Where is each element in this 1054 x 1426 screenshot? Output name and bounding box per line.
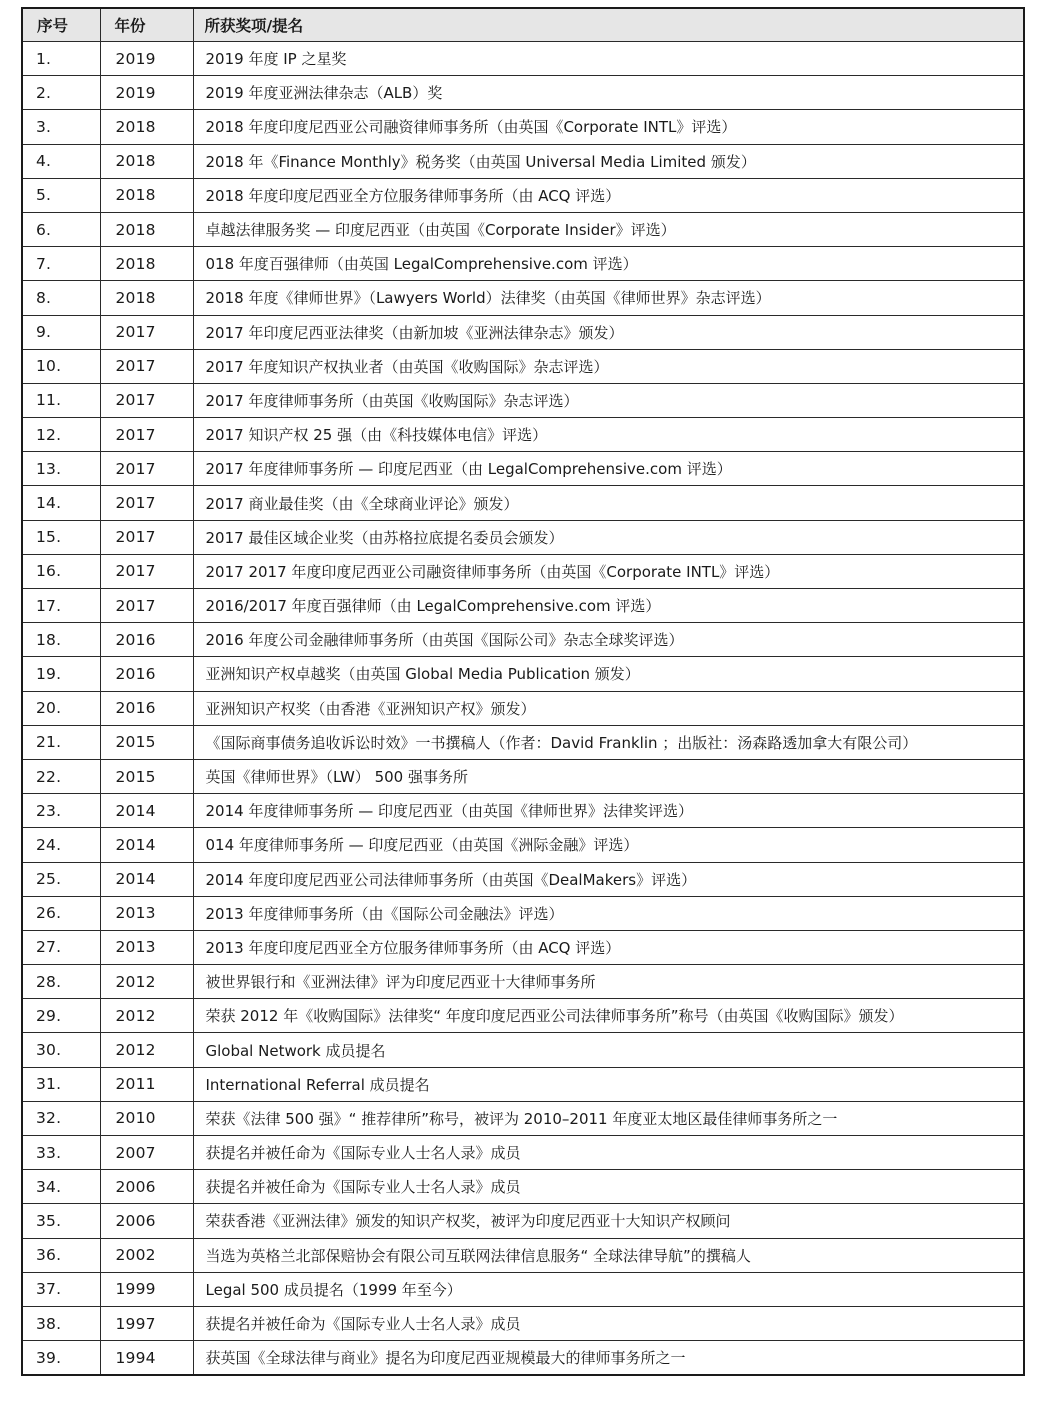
row-number-cell: 19. <box>22 657 100 691</box>
row-award-cell: International Referral 成员提名 <box>193 1067 1024 1101</box>
table-row <box>22 759 1024 793</box>
table-row <box>22 1306 1024 1340</box>
row-award-cell: 2017 2017 年度印度尼西亚公司融资律师事务所（由英国《Corporate INTL》评选） <box>193 554 1024 588</box>
row-award-cell: 2017 年度知识产权执业者（由英国《收购国际》杂志评选） <box>193 349 1024 383</box>
table-row <box>22 1272 1024 1306</box>
table-row <box>22 452 1024 486</box>
row-award-cell: 2018 年《Finance Monthly》税务奖（由英国 Universal Media Limited 颁发） <box>193 144 1024 178</box>
row-award-cell: 荣获香港《亚洲法律》颁发的知识产权奖，被评为印度尼西亚十大知识产权顾问 <box>193 1204 1024 1238</box>
table-row <box>22 623 1024 657</box>
row-year-cell: 1997 <box>100 1306 193 1340</box>
row-number-cell: 21. <box>22 725 100 759</box>
row-award-cell: 亚洲知识产权奖（由香港《亚洲知识产权》颁发） <box>193 691 1024 725</box>
row-year-cell: 2018 <box>100 144 193 178</box>
row-number-cell: 17. <box>22 589 100 623</box>
table-row <box>22 657 1024 691</box>
row-award-cell: 2013 年度印度尼西亚全方位服务律师事务所（由 ACQ 评选） <box>193 930 1024 964</box>
row-year-cell: 2019 <box>100 42 193 76</box>
row-year-cell: 2012 <box>100 965 193 999</box>
row-year-cell: 2017 <box>100 589 193 623</box>
row-year-cell: 2017 <box>100 554 193 588</box>
row-number-cell: 35. <box>22 1204 100 1238</box>
row-year-cell: 2018 <box>100 281 193 315</box>
table-row <box>22 1136 1024 1170</box>
header-row <box>22 8 1024 42</box>
table-row <box>22 999 1024 1033</box>
row-award-cell: 2019 年度亚洲法律杂志（ALB）奖 <box>193 76 1024 110</box>
table-row <box>22 930 1024 964</box>
row-year-cell: 2014 <box>100 794 193 828</box>
row-number-cell: 13. <box>22 452 100 486</box>
row-year-cell: 2013 <box>100 896 193 930</box>
row-number-cell: 9. <box>22 315 100 349</box>
row-award-cell: 《国际商事债务追收诉讼时效》一书撰稿人（作者：David Franklin ；出版社：汤森路透加拿大有限公司） <box>193 725 1024 759</box>
row-award-cell: 2017 年度律师事务所 — 印度尼西亚（由 LegalComprehensive.com 评选） <box>193 452 1024 486</box>
row-award-cell: 卓越法律服务奖 — 印度尼西亚（由英国《Corporate Insider》评选） <box>193 212 1024 246</box>
row-year-cell: 2017 <box>100 452 193 486</box>
row-number-cell: 32. <box>22 1101 100 1135</box>
row-award-cell: 英国《律师世界》（LW） 500 强事务所 <box>193 759 1024 793</box>
row-number-cell: 37. <box>22 1272 100 1306</box>
row-year-cell: 2014 <box>100 828 193 862</box>
row-award-cell: 获提名并被任命为《国际专业人士名人录》成员 <box>193 1136 1024 1170</box>
row-number-cell: 29. <box>22 999 100 1033</box>
row-award-cell: 2016/2017 年度百强律师（由 LegalComprehensive.com 评选） <box>193 589 1024 623</box>
row-number-cell: 16. <box>22 554 100 588</box>
table-row <box>22 896 1024 930</box>
row-year-cell: 2016 <box>100 657 193 691</box>
row-award-cell: 2017 商业最佳奖（由《全球商业评论》颁发） <box>193 486 1024 520</box>
row-number-cell: 11. <box>22 383 100 417</box>
table-row <box>22 1170 1024 1204</box>
row-award-cell: 获提名并被任命为《国际专业人士名人录》成员 <box>193 1170 1024 1204</box>
row-number-cell: 30. <box>22 1033 100 1067</box>
row-award-cell: 2017 年印度尼西亚法律奖（由新加坡《亚洲法律杂志》颁发） <box>193 315 1024 349</box>
row-year-cell: 2012 <box>100 999 193 1033</box>
row-year-cell: 2015 <box>100 725 193 759</box>
row-year-cell: 2016 <box>100 691 193 725</box>
row-year-cell: 2017 <box>100 486 193 520</box>
awards-table <box>21 7 1025 1376</box>
row-award-cell: 018 年度百强律师（由英国 LegalComprehensive.com 评选） <box>193 247 1024 281</box>
table-row <box>22 247 1024 281</box>
row-number-cell: 20. <box>22 691 100 725</box>
row-number-cell: 18. <box>22 623 100 657</box>
table-row <box>22 725 1024 759</box>
row-year-cell: 2018 <box>100 212 193 246</box>
row-year-cell: 2016 <box>100 623 193 657</box>
row-number-cell: 7. <box>22 247 100 281</box>
row-year-cell: 2018 <box>100 247 193 281</box>
table-body <box>22 42 1024 1376</box>
row-award-cell: 2016 年度公司金融律师事务所（由英国《国际公司》杂志全球奖评选） <box>193 623 1024 657</box>
row-year-cell: 2019 <box>100 76 193 110</box>
table-header <box>22 8 1024 42</box>
row-number-cell: 8. <box>22 281 100 315</box>
table-row <box>22 315 1024 349</box>
row-award-cell: 2013 年度律师事务所（由《国际公司金融法》评选） <box>193 896 1024 930</box>
table-row <box>22 589 1024 623</box>
table-row <box>22 1238 1024 1272</box>
column-header-number: 序号 <box>22 8 100 42</box>
row-year-cell: 2017 <box>100 349 193 383</box>
row-year-cell: 2018 <box>100 110 193 144</box>
row-award-cell: 2017 最佳区域企业奖（由苏格拉底提名委员会颁发） <box>193 520 1024 554</box>
row-number-cell: 24. <box>22 828 100 862</box>
row-number-cell: 31. <box>22 1067 100 1101</box>
row-award-cell: 获英国《全球法律与商业》提名为印度尼西亚规模最大的律师事务所之一 <box>193 1341 1024 1376</box>
table-row <box>22 383 1024 417</box>
row-number-cell: 36. <box>22 1238 100 1272</box>
row-number-cell: 2. <box>22 76 100 110</box>
table-row <box>22 281 1024 315</box>
table-row <box>22 1341 1024 1376</box>
row-year-cell: 1999 <box>100 1272 193 1306</box>
row-number-cell: 34. <box>22 1170 100 1204</box>
row-award-cell: 被世界银行和《亚洲法律》评为印度尼西亚十大律师事务所 <box>193 965 1024 999</box>
row-number-cell: 33. <box>22 1136 100 1170</box>
row-award-cell: 当选为英格兰北部保赔协会有限公司互联网法律信息服务“ 全球法律导航”的撰稿人 <box>193 1238 1024 1272</box>
row-number-cell: 25. <box>22 862 100 896</box>
row-year-cell: 2017 <box>100 418 193 452</box>
row-year-cell: 2006 <box>100 1170 193 1204</box>
row-award-cell: 荣获 2012 年《收购国际》法律奖“ 年度印度尼西亚公司法律师事务所”称号（由英国《收购国际》颁发） <box>193 999 1024 1033</box>
table-row <box>22 76 1024 110</box>
table-row <box>22 691 1024 725</box>
row-year-cell: 2017 <box>100 315 193 349</box>
row-award-cell: 获提名并被任命为《国际专业人士名人录》成员 <box>193 1306 1024 1340</box>
row-award-cell: 2017 年度律师事务所（由英国《收购国际》杂志评选） <box>193 383 1024 417</box>
awards-sheet <box>21 7 1023 1376</box>
row-award-cell: 2019 年度 IP 之星奖 <box>193 42 1024 76</box>
row-number-cell: 39. <box>22 1341 100 1376</box>
row-award-cell: 亚洲知识产权卓越奖（由英国 Global Media Publication 颁发） <box>193 657 1024 691</box>
row-year-cell: 2018 <box>100 178 193 212</box>
row-year-cell: 1994 <box>100 1341 193 1376</box>
table-row <box>22 110 1024 144</box>
column-header-award: 所获奖项/提名 <box>193 8 1024 42</box>
row-year-cell: 2017 <box>100 520 193 554</box>
row-number-cell: 23. <box>22 794 100 828</box>
row-award-cell: 2014 年度律师事务所 — 印度尼西亚（由英国《律师世界》法律奖评选） <box>193 794 1024 828</box>
row-award-cell: 2017 知识产权 25 强（由《科技媒体电信》评选） <box>193 418 1024 452</box>
row-number-cell: 5. <box>22 178 100 212</box>
column-header-year: 年份 <box>100 8 193 42</box>
row-year-cell: 2015 <box>100 759 193 793</box>
row-award-cell: 2018 年度《律师世界》（Lawyers World）法律奖（由英国《律师世界》杂志评选） <box>193 281 1024 315</box>
table-row <box>22 144 1024 178</box>
row-number-cell: 22. <box>22 759 100 793</box>
table-row <box>22 486 1024 520</box>
row-award-cell: 荣获《法律 500 强》“ 推荐律所”称号，被评为 2010–2011 年度亚太地区最佳律师事务所之一 <box>193 1101 1024 1135</box>
row-number-cell: 4. <box>22 144 100 178</box>
row-number-cell: 26. <box>22 896 100 930</box>
row-number-cell: 27. <box>22 930 100 964</box>
table-row <box>22 965 1024 999</box>
row-award-cell: Global Network 成员提名 <box>193 1033 1024 1067</box>
row-award-cell: 2014 年度印度尼西亚公司法律师事务所（由英国《DealMakers》评选） <box>193 862 1024 896</box>
row-number-cell: 14. <box>22 486 100 520</box>
row-number-cell: 15. <box>22 520 100 554</box>
table-row <box>22 554 1024 588</box>
table-row <box>22 1204 1024 1238</box>
row-number-cell: 12. <box>22 418 100 452</box>
table-row <box>22 1033 1024 1067</box>
table-row <box>22 178 1024 212</box>
row-award-cell: 2018 年度印度尼西亚全方位服务律师事务所（由 ACQ 评选） <box>193 178 1024 212</box>
row-year-cell: 2014 <box>100 862 193 896</box>
table-row <box>22 1101 1024 1135</box>
row-number-cell: 3. <box>22 110 100 144</box>
row-year-cell: 2006 <box>100 1204 193 1238</box>
table-row <box>22 1067 1024 1101</box>
table-row <box>22 349 1024 383</box>
table-row <box>22 418 1024 452</box>
table-row <box>22 212 1024 246</box>
row-number-cell: 28. <box>22 965 100 999</box>
row-year-cell: 2017 <box>100 383 193 417</box>
row-year-cell: 2010 <box>100 1101 193 1135</box>
row-year-cell: 2013 <box>100 930 193 964</box>
row-number-cell: 6. <box>22 212 100 246</box>
table-row <box>22 862 1024 896</box>
table-row <box>22 828 1024 862</box>
row-number-cell: 38. <box>22 1306 100 1340</box>
row-number-cell: 10. <box>22 349 100 383</box>
table-row <box>22 42 1024 76</box>
row-award-cell: 014 年度律师事务所 — 印度尼西亚（由英国《洲际金融》评选） <box>193 828 1024 862</box>
row-year-cell: 2002 <box>100 1238 193 1272</box>
table-row <box>22 794 1024 828</box>
table-row <box>22 520 1024 554</box>
row-award-cell: Legal 500 成员提名（1999 年至今） <box>193 1272 1024 1306</box>
row-year-cell: 2011 <box>100 1067 193 1101</box>
row-year-cell: 2007 <box>100 1136 193 1170</box>
row-number-cell: 1. <box>22 42 100 76</box>
row-year-cell: 2012 <box>100 1033 193 1067</box>
row-award-cell: 2018 年度印度尼西亚公司融资律师事务所（由英国《Corporate INTL》评选） <box>193 110 1024 144</box>
